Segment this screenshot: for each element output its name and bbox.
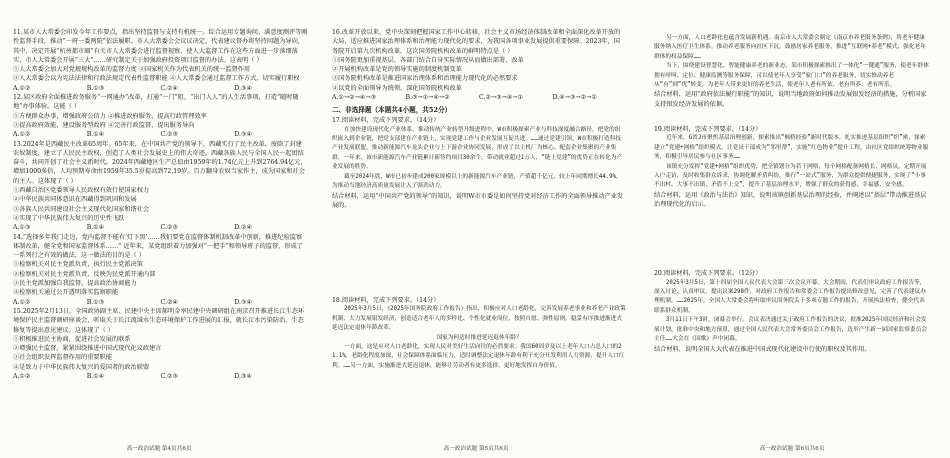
q15-option-c: C.②③ — [160, 372, 179, 380]
q16-items: ①国务院更加重视基层、各部门结合自身实际情况从而做出部署，改革 ②开展机构改革是党的领导实施的制度机制变革 ③国务院机构改革是推进国家治理体系和治理能力现代化的必然要求 ④以党的全面领导为统领，深化国务院机构改革 — [332, 56, 524, 92]
q15-items: ①积极推进民主协商，促进社会发展的联系 ②增强民主监督，紧紧围绕推进中国式现代化议政建言 ③社会组织发挥监督作用的重要职能 ④是致力于中华民族伟大复兴的爱国者的政治联盟 — [13, 335, 162, 371]
q14-option-c: C.②④ — [160, 298, 179, 306]
q11-option-a: A.①② — [13, 84, 31, 92]
q20-question: 结合材料，说明全国人大代表在推进中国式现代化建设中行使的职权及其作用。 — [654, 345, 871, 353]
page-6-column — [634, 0, 950, 458]
section-2-heading: 二、非选择题（本题共4小题，共52分） — [332, 106, 452, 115]
q13-option-b: B.①④ — [86, 224, 105, 232]
q16-option-c: C.②→③→④→① — [479, 94, 524, 102]
page-4-footer: 高一政治试题 第4页共6页 — [126, 446, 192, 452]
q12-option-b: B.①④ — [86, 131, 105, 139]
q18-material-3: 另一方面，人口老龄化也蕴含发展新机遇。南京市人大常委会制定《南京市养老服务条例》，将老年健康服务纳入医疗卫生体系。推动养老服务向社区下沉，鼓励居家养老服务，推进“互联网+养老”模式，强化老年群体的权益保障…… — [654, 35, 926, 60]
q13-option-a: A.①③ — [13, 224, 31, 232]
q19-material-2: 该镇充分发挥“党建+网格”组织优势，把全镇划分为若干网格，每个网格配备网格长、网格员，定期开展入户走访，及时收集群众诉求，协调化解矛盾纠纷。推行“一站式”服务，为群众提供便捷服务，实现了“小事不出村、大事不出镇、矛盾不上交”，提升了基层治理水平，增强了群众的获得感、幸福感、安全感。 — [654, 163, 927, 189]
q15-option-d: D.③④ — [234, 372, 253, 380]
q14-option-a: A.①② — [13, 298, 31, 306]
q19-title: 19.阅读材料，完成下列要求。（14分） — [654, 126, 762, 134]
q12-option-a: A.①② — [13, 131, 31, 139]
q19-material-1: 近年来，G省J市聚焦基层治理创新，探索推出“枫桥经验”新时代版本，扎实推进基层组织“织”密，探索建立“党建+网格”组织模式，让党员干部成为“邻里帮”，实施“红色物业”提升工程，由社区党组织统筹物业服务，积极引导居民参与社区事务…… — [654, 135, 929, 161]
q17-question: 结合材料，运用“中国共产党的领导”的知识，说明W市市委是如何坚持党对经济工作的全面领导推动产业发展的。 — [332, 192, 624, 209]
q11-option-d: D.③④ — [234, 84, 253, 92]
q18-material-2: 一方面，这是应对人口老龄化，实现人民对美好生活向往的必然要求。我国60周岁及以上老年人口占总人口的21.1%，老龄化程度加深，社会保障体系面临压力，适时调整法定退休年龄有利于充分开发利用人力资源，提升人口红利。……另一方面，实施渐进式延迟退休，能够让劳动者有更多选择，更好地发挥自身价值。 — [332, 344, 625, 369]
q15-option-a: A.①② — [13, 372, 31, 380]
q18-title: 18.阅读材料，完成下列要求。（14分） — [332, 297, 440, 305]
q11-option-c: C.②④ — [160, 84, 179, 92]
q14-option-b: B.①③ — [86, 298, 105, 306]
q15-stem: 15.2025年2月13日，全国政协副主席、民建中央主席郝明金率民建中央调研组在南京召开推进长江生态环境保护民主监督调研座谈会，听取关于长江流域水生态环境保护工作进展的汇报，就长江水污染防治、生态修复等提出意见建议。这体现了（ ） — [13, 307, 305, 334]
q12-items: ①方便群众办事，增强政府公信力 ②推进政府服务，提高行政管理效率 ③提高政府效能，建设服务型政府 ④完善行政监督，提出服务导向 — [13, 112, 207, 129]
q19-answer-space — [654, 209, 930, 269]
q12-option-c: C.②③ — [160, 131, 179, 139]
q12-option-d: D.③④ — [234, 131, 253, 139]
q17-answer-space — [332, 210, 626, 296]
q17-material-1: 在加快建设现代化产业体系，推动传统产业转型升级进程中，W市积极探索产业与科技深度融合路径，把党的组织嵌入到企业链，把党支部建在产业链上，实现党建工作与企业发展互促共进。……通过党建引领，W市积极打造科技产业发展联盟，推动新能源汽车龙头企业与上下游企业协同发展，形成了以主机厂为核心、配套企业集聚的产业集群。一年来，该市新能源汽车产业链累计新签约项目30余个，带动就业超过1万人，“链上党建”的优势正在转化为产业发展的胜势。 — [332, 126, 623, 171]
q13-stem: 13.2024年是西藏民主改革65周年。65年来，在中国共产党的领导下，西藏实行了民主改革，废除了封建农奴制度，建立了人民民主政权，创造了人类社会发展史上的伟大奇迹。西藏各族人民与全国人民一起团结奋斗，共同开创了社会主义新时代。2024年西藏地区生产总值由1959年的1.74亿元上升到2764.94亿元，增加1000多倍，人均预期寿命由1959年35.5岁提高到72.19岁。百万翻身农奴当家作主，成为国家和社会的主人。这体现了（ ） — [13, 140, 307, 185]
q16-options — [332, 93, 626, 102]
q14-options — [13, 298, 308, 307]
q16-option-a: A.①→②→④→③ — [332, 94, 377, 102]
page-5-column — [318, 0, 634, 458]
q15-options — [13, 372, 308, 381]
q14-items: ①检察机关对民主党派负责，执行民主党派决策 ②检察机关对民主党派负责、反映为民党派开通内部 ③民主党派加强自我监督，提高政治协商能力 ④检察机关通过公开透明落实监察职能 — [13, 261, 156, 297]
q13-option-d: D.②④ — [234, 224, 253, 232]
q12-options — [13, 130, 308, 139]
q11-options — [13, 84, 308, 93]
q16-option-d: D.④→③→②→① — [552, 94, 597, 102]
q14-option-d: D.③④ — [234, 298, 253, 306]
page-6-footer: 高一政治试题 第6页共6页 — [759, 446, 825, 452]
q20-material-1: 2025年3月5日，第十四届全国人民代表大会第三次会议开幕。大会期间，代表们审议政府工作报告等，深入讨论、认真审议，提出议案298件，对政府工作报告和常委会工作报告提出修改意见，完善了代表建议办理机制。……2025年，全国人大常委会将听取审议国务院关于多项专题工作的报告，开展执法检查，健全代表联系群众机制。 — [654, 279, 926, 314]
q17-material-2: 截至2024年底，W市已初步建成200家规模以上的新能源汽车产业链，产值超千亿元，较上年同期增长44.9%，为推动当地经济高质量发展注入了强劲动力。 — [332, 173, 622, 190]
q15-option-b: B.①④ — [86, 372, 105, 380]
q12-stem: 12.某区政府全面推进政务服务“一网通办”改革，打通“一门”阻，“出门人人”的人生活事项，打造“随时随地”办事体验。这能（ ） — [13, 94, 299, 111]
q14-stem: 14.“选择多年我门走边，党内监督不能有‘灯下黑’……我们要党在监督体制机制改革中创新，推进纪检监察体制改革，健全党和国家监督体系……” 近年来，某党组织着力加强对“一把手”和领导班子的监督，形成了一系列行之有效的做法，这一做法的目的是（ ） — [13, 233, 303, 260]
q20-title: 20.阅读材料，完成下列要求。（12分） — [654, 270, 762, 278]
q18-question: 结合材料，运用“政府依法履行职能”的知识，说明当地政府如何推动发展银发经济的措施，分析国家支持银发经济发展的依据。 — [654, 91, 927, 108]
q20-material-2: 3月11日下午3时，闭幕会举行。会议表决通过关于政府工作报告的决议，批准2025年国民经济和社会发展计划，批准中央和地方预算，通过全国人民代表大会常务委员会工作报告，选举产生新一届国家监察委员会主任……大会在《国歌》声中闭幕。 — [654, 317, 927, 343]
q19-question: 结合材料，运用《政治与法治》知识，说明该镇创新基层治理的经验，并阐述以“基层”带动推进基层治理现代化的启示。 — [654, 191, 927, 209]
q18-answer-space — [654, 109, 930, 125]
q18-material-4: 当下，围绕建设智慧化、智能健康养老的新业态，某市积极探索推出了一体化“一键通”服务，使老年群体拥有呼叫、定位、健康监测等服务保障，可以使老年人享受“家门口”的养老服务，切实推动养老从“有”到“优”转变，为老年人带来更好的养老生活，使老年人老有所依、老有所养、老有所乐。 — [654, 63, 929, 89]
q18-material-heading: 国家为何适时推进延迟退休年龄？ — [436, 334, 522, 341]
page-4-column — [0, 0, 318, 458]
q13-items: ①西藏自治区党委领导人民政权有效行使国家权力 ②中华民族共同体意识在西藏得到巩固和发展 ③各族人民共同建设社会主义现代化国家和谐社会 ④实现了中华民族伟大复兴的历史性飞跃 — [13, 187, 150, 222]
q13-option-c: C.②③ — [160, 224, 179, 232]
q11-items: ①人大常委会加大对党规规构改革的监督力度 ②国家机关作为代表机关的统一监督作用 ③人大常委会以为宪法法律和行政法规定代表性监督职能 ④人大常委会通过监督工作方式，切实履行职权 — [13, 66, 300, 83]
page-5-footer: 高一政治试题 第5页共6页 — [443, 446, 509, 452]
q18-material-1: 2025年3月5日，《2025年国务院政府工作报告》指出，积极应对人口老龄化，完善发展养老事业和养老产业政策机制，大力发展银发经济，创造适合老年人的多样化、个性化就业岗位，按照自愿、弹性原则，稳妥有序推进渐进式延迟法定退休年龄改革。 — [332, 306, 626, 332]
q16-option-b: B.③→①→④→② — [405, 94, 450, 102]
q16-stem: 16.改革开放以来，党中央深刻把握国家工作中心转移，社会主义市场经济体制改革和全面深化改革开放的大局，适应推进国家治理体系和治理能力现代化的要求，为我国各项事业发展提供重要保障。2023年，国务院开启第九次机构改革，这次国务院机构改革的鲜明特点是（ ） — [332, 29, 621, 55]
q11-stem: 11.某市人大常委会印发今年工作要点，指出坚持监督与支持有机统一。综合运用专题询问、满意度测评等刚性监督手段，推动“一府一委两院”依法履职。市人大常委会会议议决定，代表建议督办将坚持问题为导向，其中，决定开展“杭州都市圈”有关市人大常委会进行监督视察，使人大监督工作在这些方面进一步落细落实，市人大常委会开展“三大”……研究制定关于加强政府投资项目监督的办法。这表明（ ） — [13, 29, 308, 64]
q17-title: 17.阅读材料，完成下列要求。（14分） — [332, 117, 440, 125]
q11-option-b: B.①③ — [86, 84, 105, 92]
q13-options — [13, 223, 308, 232]
